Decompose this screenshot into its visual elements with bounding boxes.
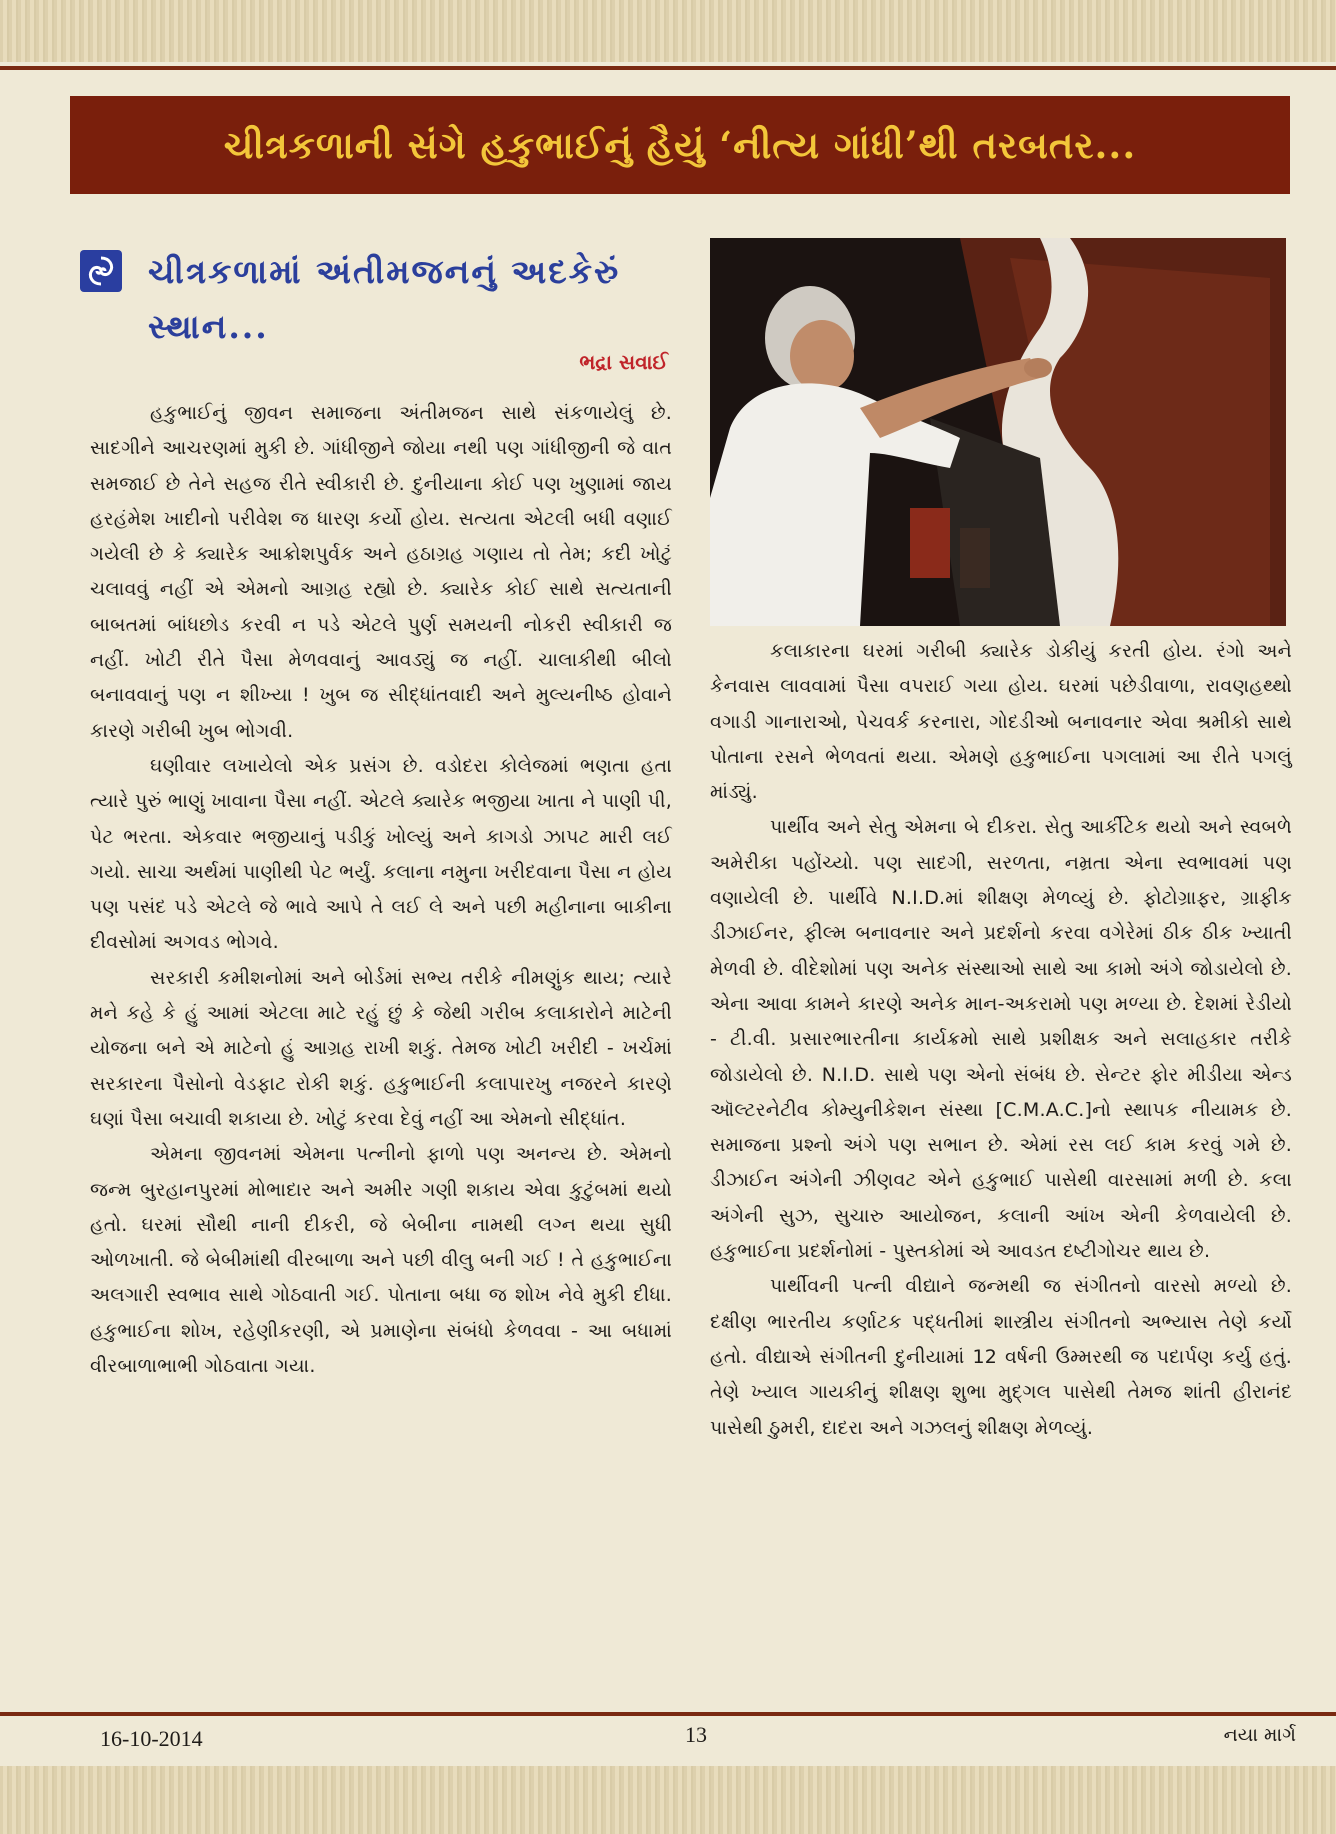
swirl-icon: [80, 250, 122, 292]
paragraph: પાર્થીવની પત્ની વીદ્યાને જન્મથી જ સંગીતનો વારસો મળ્યો છે. દક્ષીણ ભારતીય કર્ણાટક પદ્ધતીમાં શાસ્ત્રીય સંગીતનો અભ્યાસ તેણે કર્યો હતો. વીદ્યાએ સંગીતની દુનીયામાં 12 વર્ષની ઉમ્મરથી જ પદાર્પણ કર્યુ હતું. તેણે ખ્યાલ ગાયકીનું શીક્ષણ શુભા મુદ્ગલ પાસેથી તેમજ શાંતી હીરાનંદ પાસેથી ઠુમરી, દાદરા અને ગઝલનું શીક્ષણ મેળવ્યું.: [710, 1275, 1292, 1439]
article-subtitle: ચીત્રકળામાં અંતીમજનનું અદકેરું સ્થાન...: [148, 252, 621, 346]
paragraph: હકુભાઈનું જીવન સમાજના અંતીમજન સાથે સંકળાયેલું છે. સાદગીને આચરણમાં મુકી છે. ગાંધીજીને જોયા નથી પણ ગાંધીજીની જે વાત સમજાઈ છે તેને સહજ રીતે સ્વીકારી છે. દુનીયાના કોઈ પણ ખુણામાં જાય હરહંમેશ ખાદીનો પરીવેશ જ ધારણ કર્યો હોય. સત્યતા એટલી બધી વણાઈ ગયેલી છે કે ક્યારેક આક્રોશપુર્વક અને હઠાગ્રહ ગણાય તો તેમ; કદી ખોટું ચલાવવું નહીં એ એમનો આગ્રહ રહ્યો છે. ક્યારેક કોઈ સાથે સત્યતાની બાબતમાં બાંધછોડ કરવી ન પડે એટલે પુર્ણ સમયની નોકરી સ્વીકારી જ નહીં. ખોટી રીતે પૈસા મેળવવાનું આવડ્યું જ નહીં. ચાલાકીથી બીલો બનાવવાનું પણ ન શીખ્યા ! ખુબ જ સીદ્ધાંતવાદી અને મુલ્યનીષ્ઠ હોવાને કારણે ગરીબી ખુબ ભોગવી.: [90, 402, 672, 742]
bottom-divider: [0, 1712, 1336, 1716]
headline-title: ચીત્રકળાની સંગે હકુભાઈનું હૈયું ‘નીત્ય ગાંધી’થી તરબતર...: [223, 122, 1137, 167]
paragraph: ઘણીવાર લખાયેલો એક પ્રસંગ છે. વડોદરા કોલેજમાં ભણતા હતા ત્યારે પુરું ભાણું ખાવાના પૈસા નહીં. એટલે ક્યારેક ભજીયા ખાતા ને પાણી પી, પેટ ભરતા. એકવાર ભજીયાનું પડીકું ખોલ્યું અને કાગડો ઝાપટ મારી લઈ ગયો. સાચા અર્થમાં પાણીથી પેટ ભર્યું. કલાના નમુના ખરીદવાના પૈસા ન હોય પણ પસંદ પડે એટલે જે ભાવે આપે તે લઈ લે અને પછી મહીનાના બાકીના દીવસોમાં અગવડ ભોગવે.: [90, 754, 672, 954]
headline-banner: [70, 96, 1290, 194]
page-number: 13: [685, 1722, 707, 1747]
paragraph: પાર્થીવ અને સેતુ એમના બે દીકરા. સેતુ આર્કીટેક થયો અને સ્વબળે અમેરીકા પહોંચ્યો. પણ સાદગી, સરળતા, નમ્રતા એના સ્વભાવમાં પણ વણાયેલી છે. પાર્થીવે N.I.D.માં શીક્ષણ મેળવ્યું છે. ફોટોગ્રાફર, ગ્રાફીક ડીઝાઈનર, ફીલ્મ બનાવનાર અને પ્રદર્શનો કરવા વગેરેમાં ઠીક ઠીક ખ્યાતી મેળવી છે. વીદેશોમાં પણ અનેક સંસ્થાઓ સાથે આ કામો અંગે જોડાયેલો છે. એના આવા કામને કારણે અનેક માન-અકરામો પણ મળ્યા છે. દેશમાં રેડીયો - ટી.વી. પ્રસારભારતીના કાર્યક્રમો સાથે પ્રશીક્ષક અને સલાહકાર તરીકે જોડાયેલો છે. N.I.D. સાથે પણ એનો સંબંધ છે. સેન્ટર ફોર મીડીયા એન્ડ ઑલ્ટરનેટીવ કોમ્યુનીકેશન સંસ્થા [C.M.A.C.]નો સ્થાપક નીયામક છે. સમાજના પ્રશ્નો અંગે પણ સભાન છે. એમાં રસ લઈ કામ કરવું ગમે છે. ડીઝાઈન અંગેની ઝીણવટ એને હકુભાઈ પાસેથી વારસામાં મળી છે. કલા અંગેની સુઝ, સુચારુ આયોજન, કલાની આંખ એની કેળવાયેલી છે. હકુભાઈના પ્રદર્શનોમાં - પુસ્તકોમાં એ આવડત દષ્ટીગોચર થાય છે.: [710, 816, 1292, 1263]
author-byline: ભદ્રા સવાઈ: [579, 350, 668, 374]
magazine-name: નયા માર્ગ: [1223, 1724, 1296, 1746]
article-left-column: [90, 396, 672, 1384]
paragraph: કલાકારના ઘરમાં ગરીબી ક્યારેક ડોકીયું કરતી હોય. રંગો અને કેનવાસ લાવવામાં પૈસા વપરાઈ ગયા હોય. ઘરમાં પછેડીવાળા, રાવણહથ્થો વગાડી ગાનારાઓ, પેચવર્ક કરનારા, ગોદડીઓ બનાવનાર એવા શ્રમીકો સાથે પોતાના રસને ભેળવતાં થયા. એમણે હકુભાઈના પગલામાં આ રીતે પગલું માંડ્યું.: [710, 640, 1292, 804]
bottom-paper-texture: [0, 1766, 1336, 1834]
paragraph: સરકારી કમીશનોમાં અને બોર્ડમાં સભ્ય તરીકે નીમણુંક થાય; ત્યારે મને કહે કે હું આમાં એટલા માટે રહું છું કે જેથી ગરીબ કલાકારોને માટેની યોજના બને એ માટેનો હું આગ્રહ રાખી શકું. તેમજ ખોટી ખરીદી - ખર્ચમાં સરકારના પૈસોનો વેડફાટ રોકી શકું. હકુભાઈની કલાપારખુ નજરને કારણે ઘણાં પૈસા બચાવી શકાયા છે. ખોટું કરવા દેવું નહીં આ એમનો સીદ્ધાંત.: [90, 966, 672, 1130]
article-subheading: [80, 244, 680, 354]
top-paper-texture: [0, 0, 1336, 62]
top-divider: [0, 66, 1336, 70]
artist-painting-photo: [710, 238, 1286, 626]
paragraph: એમના જીવનમાં એમના પત્નીનો ફાળો પણ અનન્ય છે. એમનો જન્મ બુરહાનપુરમાં મોભાદાર અને અમીર ગણી શકાય એવા કુટુંબમાં થયો હતો. ઘરમાં સૌથી નાની દીકરી, જે બેબીના નામથી લગ્ન થયા સુધી ઓળખાતી. જે બેબીમાંથી વીરબાળા અને પછી વીલુ બની ગઈ ! તે હકુભાઈના અલગારી સ્વભાવ સાથે ગોઠવાતી ગઈ. પોતાના બધા જ શોખ નેવે મુકી દીધા. હકુભાઈના શોખ, રહેણીકરણી, એ પ્રમાણેના સંબંધો કેળવવા - આ બધામાં વીરબાળાભાભી ગોઠવાતા ગયા.: [90, 1143, 672, 1378]
article-right-column: [710, 634, 1292, 1446]
footer-date: 16-10-2014: [100, 1726, 203, 1751]
